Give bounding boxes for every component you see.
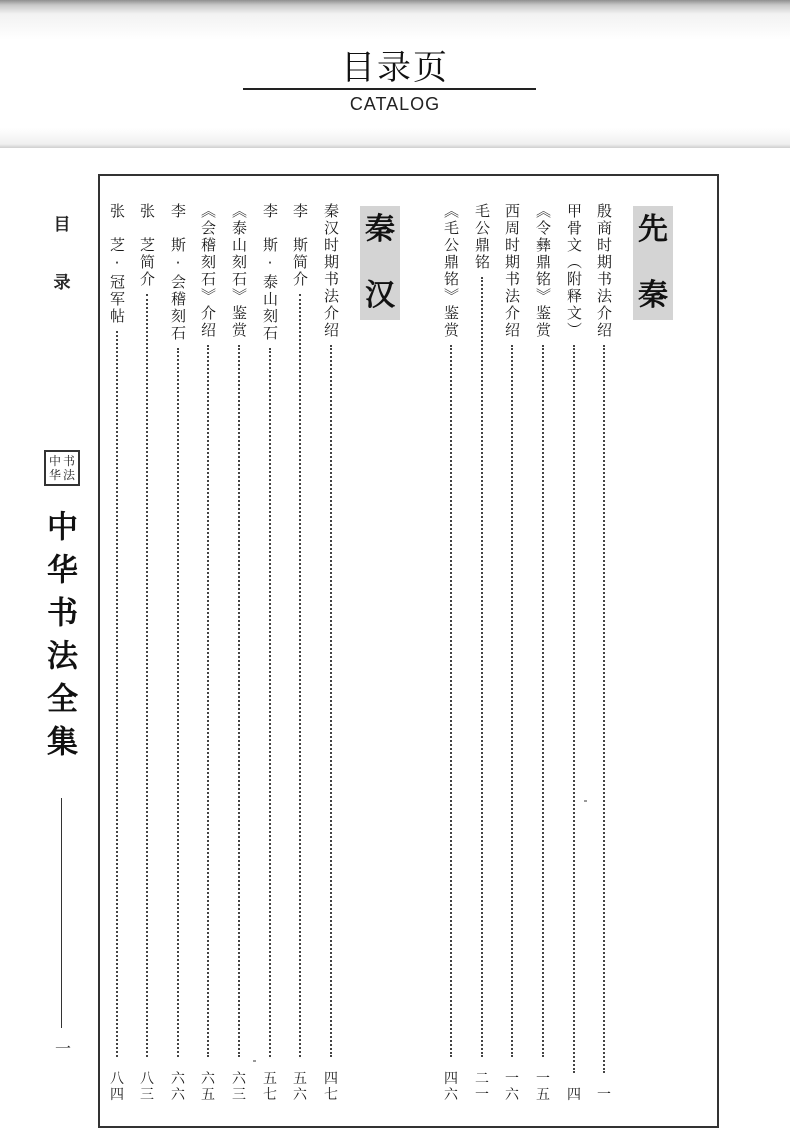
page-subtitle: CATALOG [349,94,441,114]
section-heading-xianqin [633,206,673,320]
paper-speck [584,800,587,802]
section-char: 秦 [365,212,395,247]
entry-page: 二 一 [475,1071,489,1103]
toc-entry[interactable] [165,203,191,1103]
dot-leader [207,345,209,1057]
page-title: 目录页 [341,48,449,88]
entry-title: 《泰山刻石》鉴赏 [230,203,248,339]
entry-page: 一 [597,1087,611,1103]
dot-leader [116,331,118,1057]
entry-page: 八 四 [110,1071,124,1103]
entry-title: 李 斯·会稽刻石 [169,203,187,342]
entry-title: 张 芝简介 [138,203,156,288]
entry-page: 一 五 [536,1071,550,1103]
entry-page: 五 六 [293,1071,307,1103]
entry-page: 四 七 [324,1071,338,1103]
toc-entry[interactable] [104,203,130,1103]
toc-entry[interactable] [591,203,617,1103]
dot-leader [511,345,513,1057]
toc-entry[interactable] [469,203,495,1103]
toc-entry[interactable] [257,203,283,1103]
entry-page: 六 六 [171,1071,185,1103]
toc-entry[interactable] [530,203,556,1103]
dot-leader [481,277,483,1057]
seal-char: 华 [48,468,61,482]
catalog-frame [98,174,719,1128]
toc-entry[interactable] [438,203,464,1103]
running-head-top: 目 [53,215,71,235]
seal-stamp [44,450,80,486]
entry-page: 一 六 [505,1071,519,1103]
section-char: 先 [638,212,668,247]
title-underline [243,88,536,90]
entry-title: 殷商时期书法介绍 [595,203,613,339]
book-page [0,148,790,1141]
toc-entry[interactable] [134,203,160,1103]
entry-title: 西周时期书法介绍 [503,203,521,339]
seal-char: 书 [62,454,75,468]
toc-entry[interactable] [195,203,221,1103]
entry-page: 四 [567,1087,581,1103]
entry-page: 四 六 [444,1071,458,1103]
toc-entry[interactable] [287,203,313,1103]
dot-leader [238,345,240,1057]
entry-title: 李 斯·泰山刻石 [261,203,279,342]
dot-leader [146,294,148,1057]
toc-entry[interactable] [226,203,252,1103]
dot-leader [299,294,301,1057]
running-head-bottom: 录 [53,273,71,293]
toc-entry[interactable] [318,203,344,1103]
dot-leader [330,345,332,1057]
dot-leader [573,345,575,1073]
paper-speck [253,1060,256,1062]
section-heading-qinhan [360,206,400,320]
entry-title: 《令彝鼎铭》鉴赏 [534,203,552,339]
entry-title: 毛公鼎铭 [473,203,491,271]
toc-entry[interactable] [561,203,587,1103]
entry-title: 秦汉时期书法介绍 [322,203,340,339]
entry-title: 《毛公鼎铭》鉴赏 [442,203,460,339]
seal-char: 法 [62,468,75,482]
side-rule [61,798,62,1028]
entry-page: 六 三 [232,1071,246,1103]
seal-char: 中 [48,454,61,468]
dot-leader [542,345,544,1057]
book-title: 中华书法全集 [41,510,77,768]
dot-leader [450,345,452,1057]
entry-title: 甲骨文（附释文） [565,203,583,339]
section-char: 汉 [365,278,395,313]
dot-leader [177,348,179,1057]
entry-title: 张 芝·冠军帖 [108,203,126,325]
entry-title: 《会稽刻石》介绍 [199,203,217,339]
entry-title: 李 斯简介 [291,203,309,288]
page-number: 一 [54,1039,71,1058]
dot-leader [269,348,271,1057]
dot-leader [603,345,605,1073]
entry-page: 八 三 [140,1071,154,1103]
toc-entry[interactable] [499,203,525,1103]
entry-page: 五 七 [263,1071,277,1103]
section-char: 秦 [638,278,668,313]
entry-page: 六 五 [201,1071,215,1103]
